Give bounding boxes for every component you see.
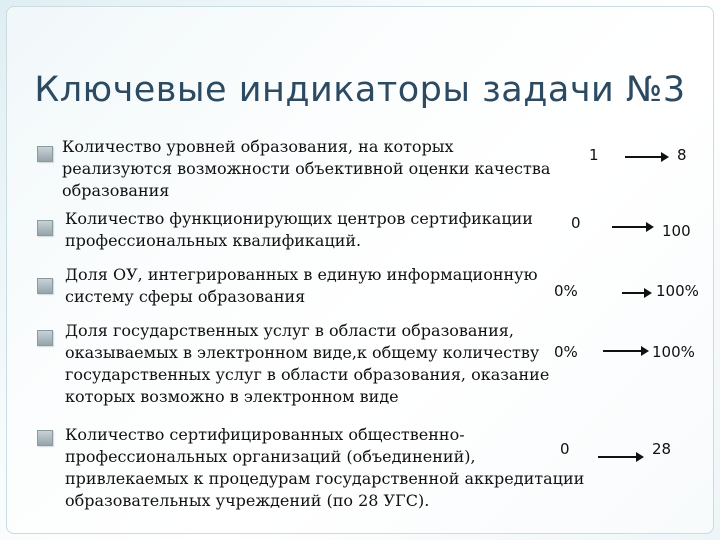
indicator-from-value: 1	[589, 146, 599, 164]
indicator-to-value: 100%	[652, 343, 695, 361]
indicator-line: реализуются возможности объективной оценки качества	[62, 159, 551, 178]
indicator-line: Количество функционирующих центров сертификации	[65, 209, 533, 228]
indicator-text	[65, 264, 538, 308]
indicator-line: привлекаемых к процедурам государственной аккредитации	[65, 469, 585, 488]
indicator-line: профессиональных организаций (объединений),	[65, 447, 476, 466]
indicator-to-value: 28	[652, 440, 672, 458]
indicator-to-value: 100	[662, 222, 691, 240]
indicator-line: Количество уровней образования, на которых	[62, 137, 454, 156]
arrow-icon	[622, 292, 650, 294]
indicator-line: которых возможно в электронном виде	[65, 387, 399, 406]
indicator-line: систему сферы образования	[65, 287, 306, 306]
arrow-icon	[603, 350, 647, 352]
indicator-from-value: 0	[560, 440, 570, 458]
indicator-to-value: 100%	[656, 282, 699, 300]
indicator-line: образовательных учреждений (по 28 УГС).	[65, 491, 430, 510]
bullet-icon	[37, 146, 53, 162]
slide-title: Ключевые индикаторы задачи №3	[34, 70, 686, 110]
indicator-line: государственных услуг в области образования, оказание	[65, 365, 550, 384]
arrow-icon	[625, 156, 667, 158]
indicator-line: Доля ОУ, интегрированных в единую информационную	[65, 265, 538, 284]
indicator-from-value: 0%	[554, 343, 578, 361]
indicator-text	[65, 320, 549, 408]
bullet-icon	[37, 278, 53, 294]
indicator-line: оказываемых в электронном виде,к общему количеству	[65, 343, 540, 362]
indicator-line: Доля государственных услуг в области образования,	[65, 321, 514, 340]
indicator-line: образования	[62, 181, 170, 200]
indicator-from-value: 0%	[554, 282, 578, 300]
indicator-text	[62, 136, 550, 202]
bullet-icon	[37, 330, 53, 346]
indicator-text	[65, 208, 533, 252]
indicator-line: профессиональных квалификаций.	[65, 231, 362, 250]
bullet-icon	[37, 430, 53, 446]
indicator-from-value: 0	[571, 214, 581, 232]
arrow-icon	[598, 456, 642, 458]
indicator-text	[65, 424, 584, 512]
indicator-line: Количество сертифицированных общественно-	[65, 425, 465, 444]
arrow-icon	[612, 226, 652, 228]
bullet-icon	[37, 220, 53, 236]
indicator-to-value: 8	[677, 146, 687, 164]
